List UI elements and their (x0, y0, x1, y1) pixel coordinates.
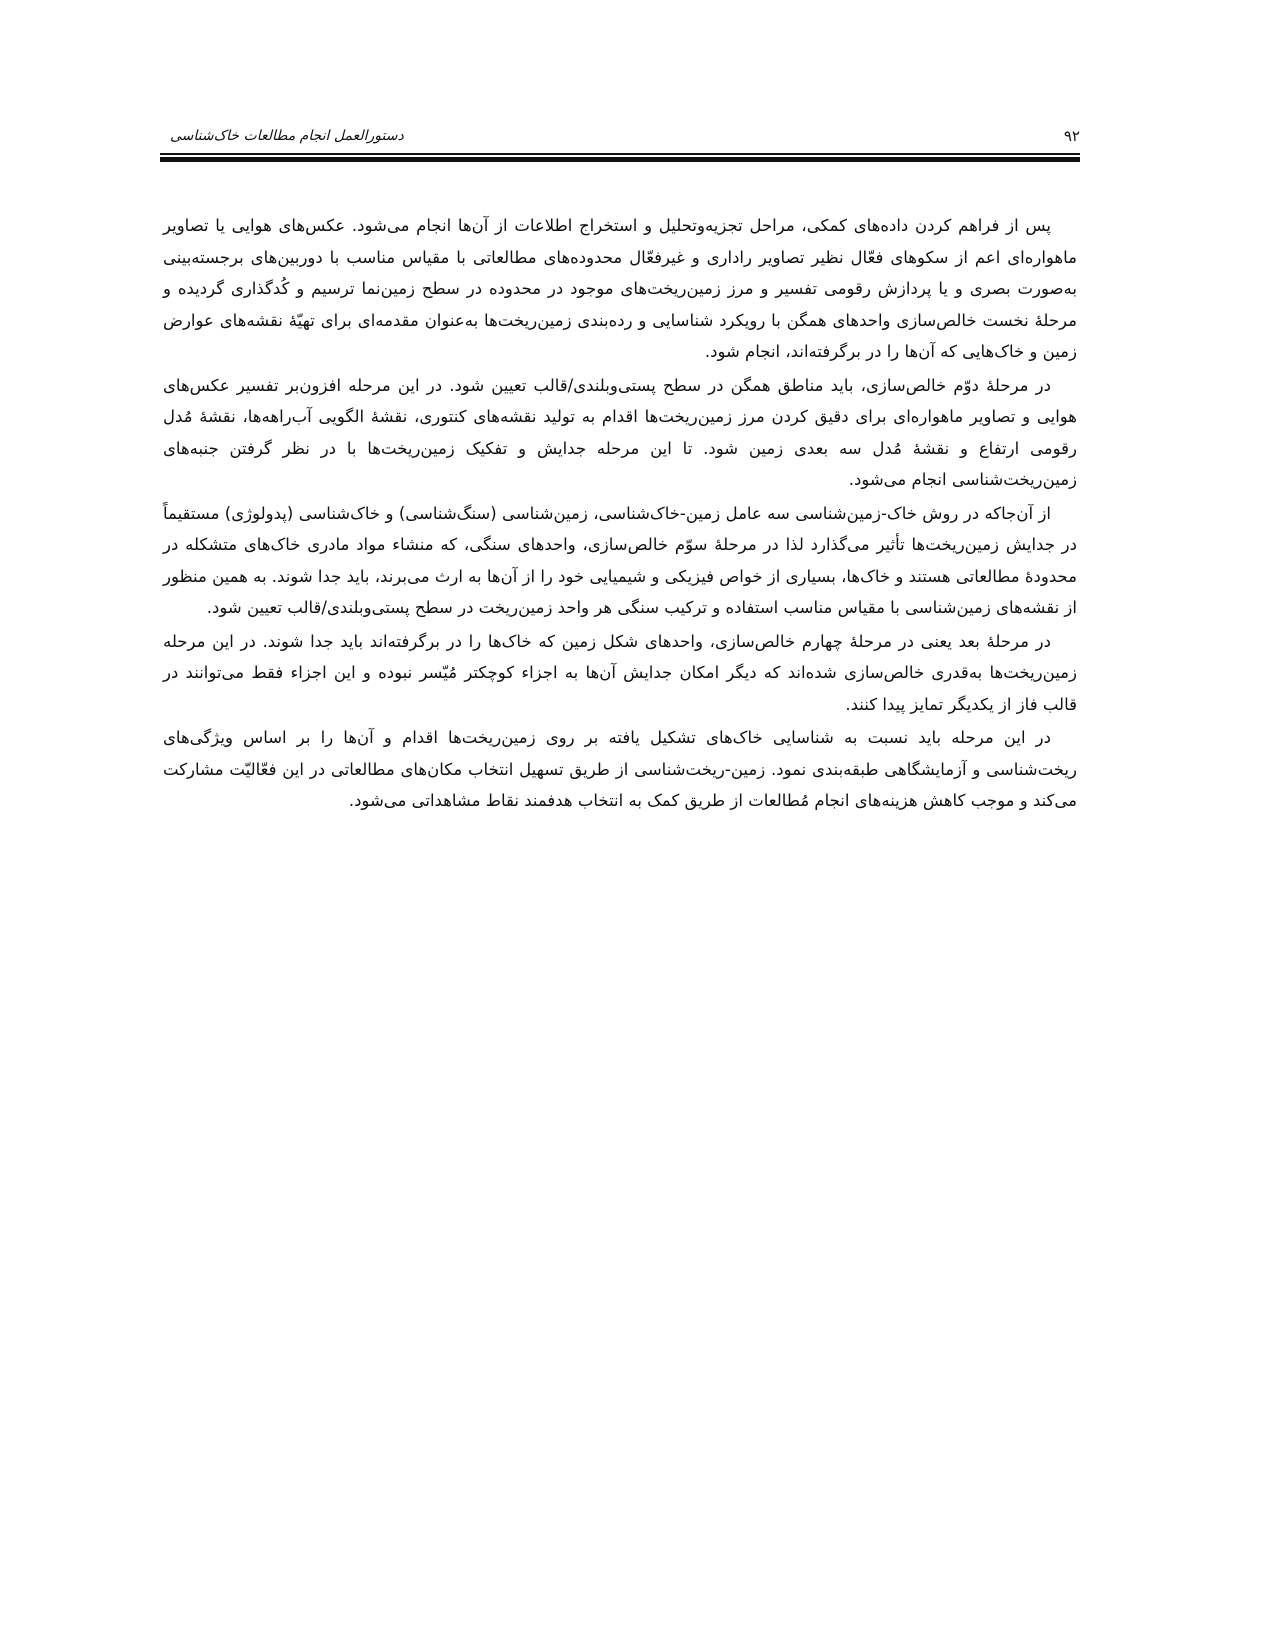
page-header (160, 124, 1080, 148)
paragraph-3: از آن‌جاکه در روش خاک-زمین‌شناسی سه عامل زمین-خاک‌شناسی، زمین‌شناسی (سنگ‌شناسی) و خاک‌شناسی (پدولوژی) مستقیماً در جدایش زمین‌ریخت‌ها تأثیر می‌گذارد لذا در مرحلهٔ سوّم خالص‌سازی، واحدهای سنگی، که منشاء مواد مادری خاک‌های متشکله در محدودهٔ مطالعاتی هستند و خاک‌ها، بسیاری از خواص فیزیکی و شیمیایی خود را از آن‌ها به ارث می‌برند، باید جدا شوند. به همین منظور از نقشه‌های زمین‌شناسی با مقیاس مناسب استفاده و ترکیب سنگی هر واحد زمین‌ریخت در سطح پستی‌وبلندی/قالب تعیین شود. (163, 503, 1077, 617)
paragraph-4: در مرحلهٔ بعد یعنی در مرحلهٔ چهارم خالص‌سازی، واحدهای شکل زمین که خاک‌ها را در برگرفته‌اند باید جدا شوند. در این مرحله زمین‌ریخت‌ها به‌قدری خالص‌سازی شده‌اند که دیگر امکان جدایش آن‌ها به اجزاء کوچکتر مُیّسر نبوده و این اجزاء فقط می‌توانند در قالب فاز از یکدیگر تمایز پیدا کنند. (163, 631, 1077, 714)
body-text (163, 210, 1077, 819)
page-number: ۹۲ (1063, 127, 1080, 145)
header-rule-thick (160, 157, 1080, 162)
paragraph-1: پس از فراهم کردن داده‌های کمکی، مراحل تجزیه‌وتحلیل و استخراج اطلاعات از آن‌ها انجام می‌شود. عکس‌های هوایی یا تصاویر ماهواره‌ای اعم از سکوهای فعّال نظیر تصاویر راداری و غیرفعّال محدوده‌های مطالعاتی با مقیاس مناسب با دوربین‌های برجسته‌بینی به‌صورت بصری و یا پردازش رقومی تفسیر و مرز زمین‌ریخت‌های موجود در محدوده در سطح زمین‌نما ترسیم و کُدگذاری گردیده و مرحلهٔ نخست خالص‌سازی واحدهای همگن با رویکرد شناسایی و رده‌بندی زمین‌ریخت‌ها به‌عنوان مقدمه‌ای برای تهیّهٔ نقشه‌های عوارض زمین و خاک‌هایی که آن‌ها را در برگرفته‌اند، انجام شود. (163, 216, 1077, 361)
running-title: دستورالعمل انجام مطالعات خاک‌شناسی (170, 128, 404, 144)
header-rule-thin (160, 153, 1080, 155)
paragraph-5: در این مرحله باید نسبت به شناسایی خاک‌های تشکیل یافته بر روی زمین‌ریخت‌ها اقدام و آن‌ها را بر اساس ویژگی‌های ریخت‌شناسی و آزمایشگاهی طبقه‌بندی نمود. زمین-ریخت‌شناسی از طریق تسهیل انتخاب مکان‌های مطالعاتی در این فعّالیّت مشارکت می‌کند و موجب کاهش هزینه‌های انجام مُطالعات از طریق کمک به انتخاب هدفمند نقاط مشاهداتی می‌شود. (163, 728, 1077, 810)
paragraph-2: در مرحلهٔ دوّم خالص‌سازی، باید مناطق همگن در سطح پستی‌وبلندی/قالب تعیین شود. در این مرحله افزون‌بر تفسیر عکس‌های هوایی و تصاویر ماهواره‌ای برای دقیق کردن مرز زمین‌ریخت‌ها اقدام به تولید نقشه‌های کنتوری، نقشهٔ الگویی آب‌راهه‌ها، نقشهٔ مُدل رقومی ارتفاع و نقشهٔ مُدل سه بعدی زمین شود. تا این مرحله جدایش و تفکیک زمین‌ریخت‌ها با در نظر گرفتن جنبه‌های زمین‌ریخت‌شناسی انجام می‌شود. (163, 375, 1077, 489)
